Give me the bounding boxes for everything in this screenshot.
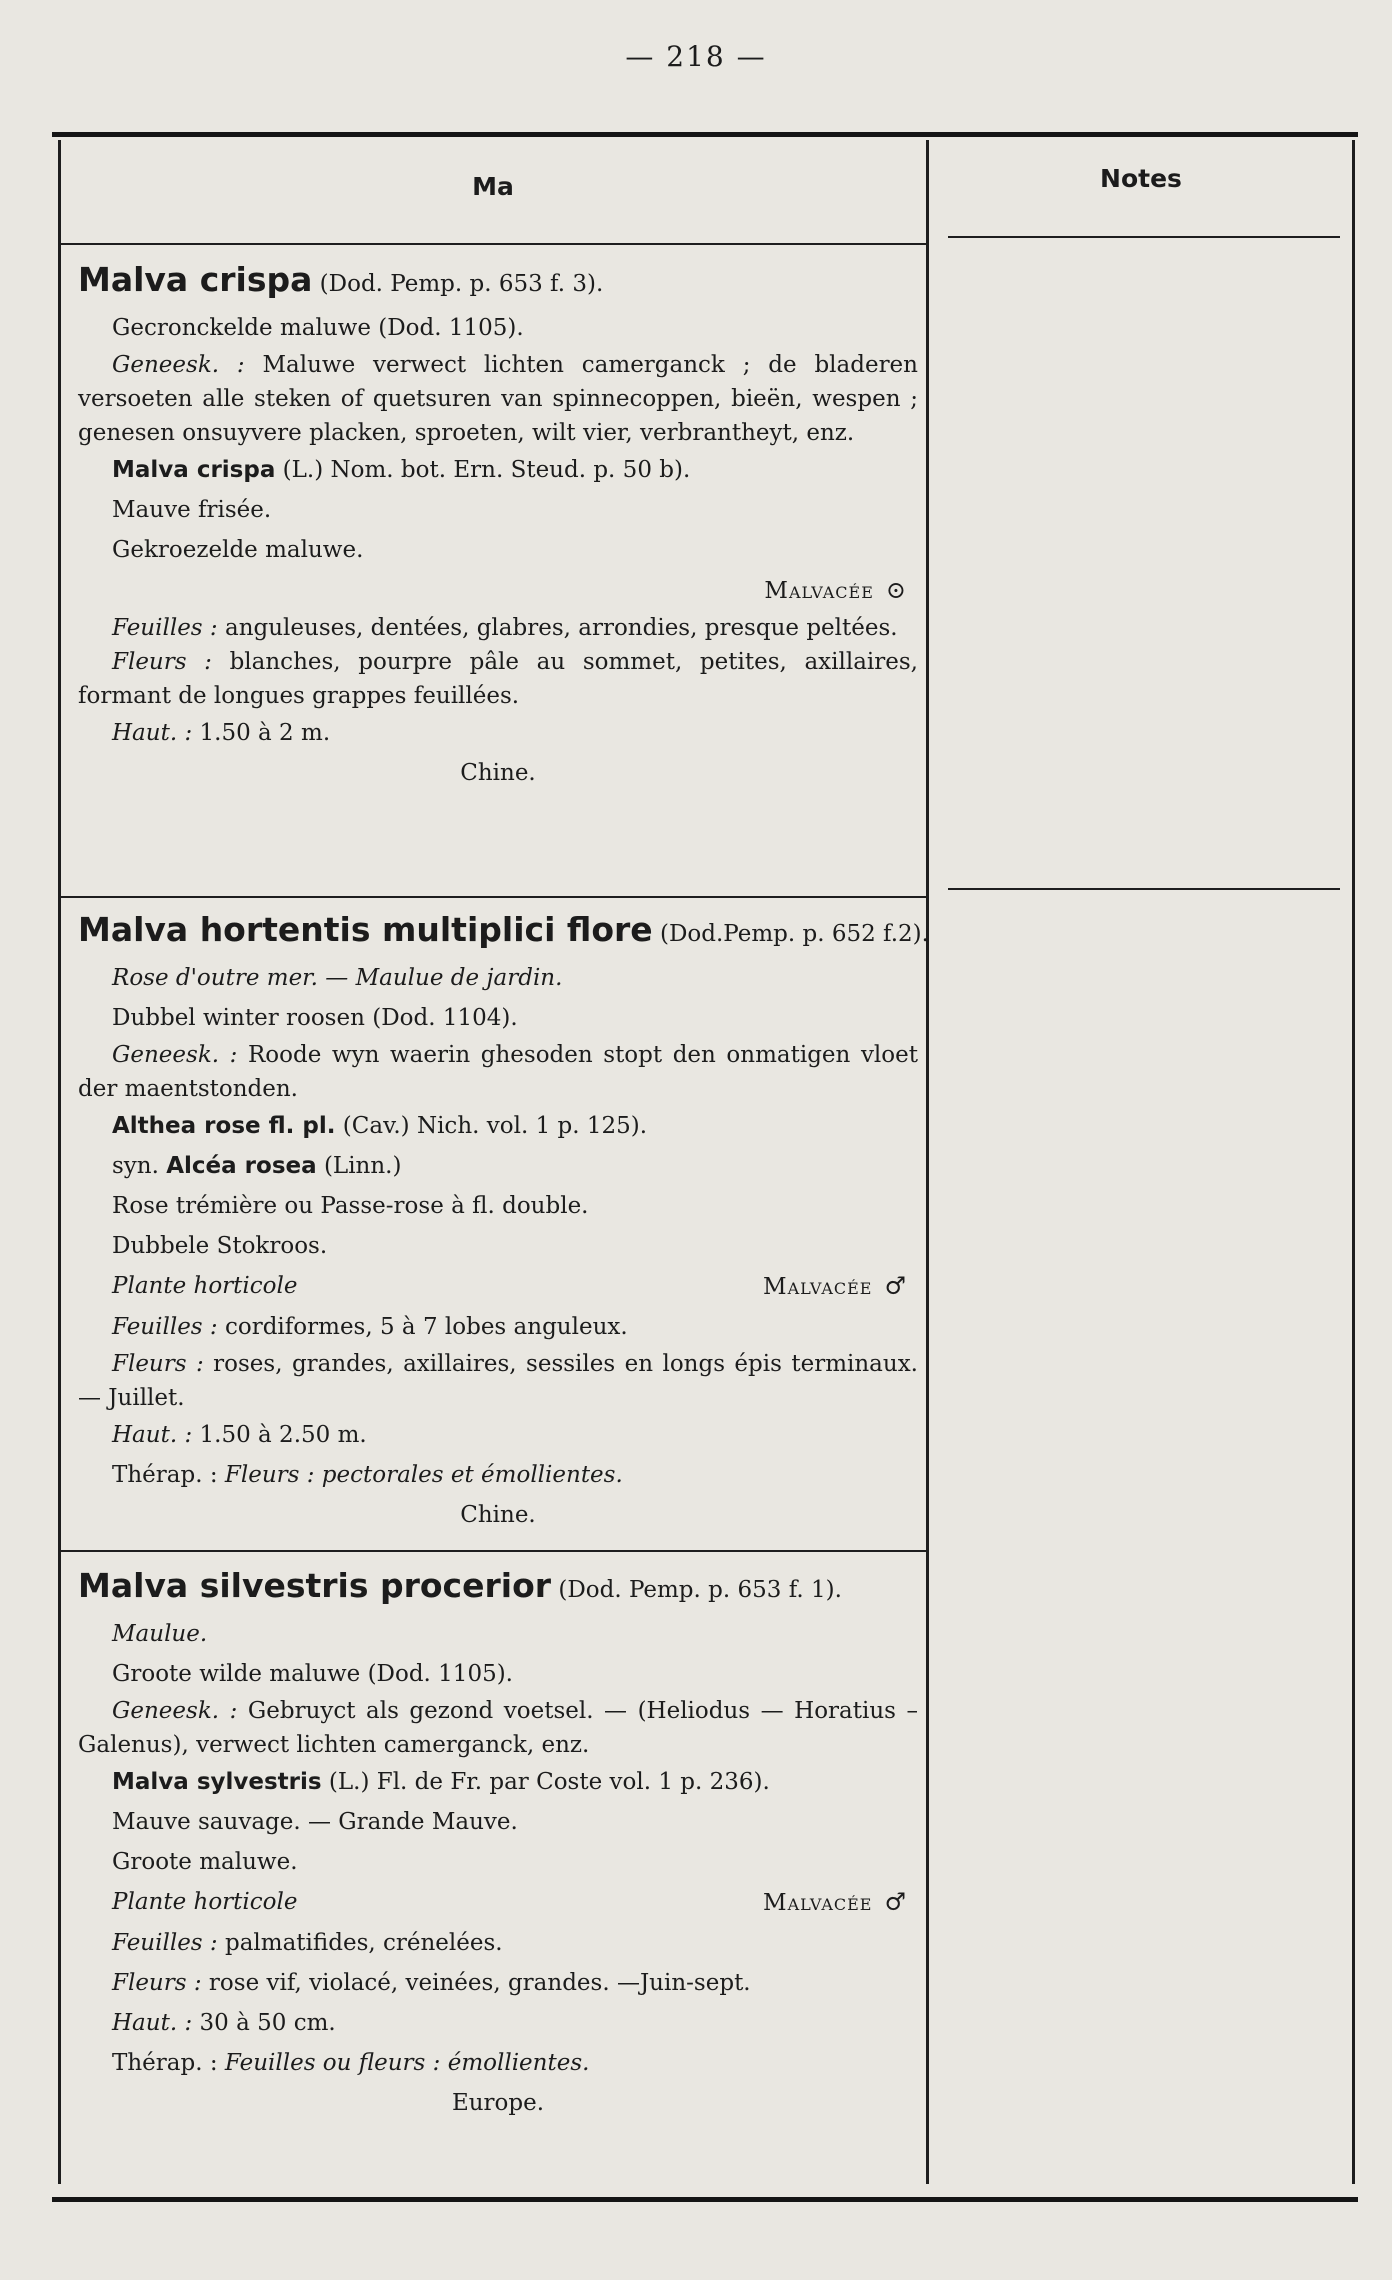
dutch-name: Groote wilde maluwe (Dod. 1105). — [112, 1661, 513, 1687]
header-rule-right — [948, 236, 1340, 238]
geneesk-body: Gebruyct als gezond voetsel. — (Heliodus — Horatius – Galenus), verwect lichten camerganck, enz. — [78, 1698, 918, 1758]
geneesk-text — [78, 1038, 918, 1106]
therap-line — [78, 2043, 918, 2083]
family-line — [78, 570, 918, 611]
geneesk-label: Geneesk. : — [112, 352, 245, 378]
column-divider — [926, 140, 929, 2184]
synonym-name: Malva sylvestris — [112, 1769, 322, 1795]
dutch-name: Gecronckelde maluwe (Dod. 1105). — [112, 315, 524, 341]
family-line — [78, 1882, 918, 1923]
entry-title-ref: (Dod. Pemp. p. 653 f. 3). — [312, 271, 604, 297]
perennial-symbol: ♂ — [884, 1272, 906, 1300]
notes-divider-1 — [948, 888, 1340, 890]
flowers-label: Fleurs : — [112, 1970, 202, 1996]
column-header-notes: Notes — [1100, 164, 1182, 193]
leaves-label: Feuilles : — [112, 1930, 218, 1956]
flowers-text: rose vif, violacé, veinées, grandes. —Juin-sept. — [201, 1970, 751, 1996]
geneesk-body: Maluwe verwect lichten camerganck ; de bladeren versoeten alle steken of quetsuren van spinnecoppen, bieën, wespen ; genesen onsuyvere placken, sproeten, wilt vier, verbrantheyt, enz. — [78, 352, 918, 446]
leaves-text: cordiformes, 5 à 7 lobes anguleux. — [217, 1314, 628, 1340]
annual-symbol: ⊙ — [885, 576, 906, 604]
height-label: Haut. : — [112, 2010, 193, 2036]
leaves-text: palmatifides, crénelées. — [217, 1930, 503, 1956]
entry-malva-hortentis — [78, 906, 929, 1535]
entry-title: Malva silvestris procerior — [78, 1566, 552, 1605]
perennial-symbol: ♂ — [884, 1888, 906, 1916]
flowers-label: Fleurs : — [112, 649, 212, 675]
leaves-line — [78, 1923, 918, 1963]
family-name: Malvacée — [763, 1274, 873, 1300]
height-value: 30 à 50 cm. — [192, 2010, 336, 2036]
therap-text: Fleurs : pectorales et émollientes. — [224, 1462, 623, 1488]
dutch-common-name: Groote maluwe. — [112, 1849, 298, 1875]
header-rule-left — [60, 243, 926, 245]
synonym-ref: (L.) Nom. bot. Ern. Steud. p. 50 b). — [275, 457, 691, 483]
column-header-ma: Ma — [472, 172, 514, 201]
entry-title-ref: (Dod. Pemp. p. 653 f. 1). — [551, 1577, 842, 1603]
geneesk-body: Roode wyn waerin ghesoden stopt den onmatigen vloet der maentstonden. — [78, 1042, 918, 1102]
entry-title: Malva hortentis multiplici flore — [78, 910, 653, 949]
entry-divider-2 — [60, 1550, 926, 1552]
leaves-text: anguleuses, dentées, glabres, arrondies, presque peltées. — [217, 615, 898, 641]
family-line — [78, 1266, 918, 1307]
right-rule — [1352, 140, 1355, 2184]
leaves-label: Feuilles : — [112, 1314, 218, 1340]
leaves-line — [78, 1307, 918, 1347]
therap-label: Thérap. : — [112, 2050, 218, 2076]
therap-text: Feuilles ou fleurs : émollientes. — [224, 2050, 590, 2076]
family-name: Malvacée — [764, 578, 874, 604]
height-line — [78, 2003, 918, 2043]
synonym-line — [78, 450, 918, 490]
synonym-name: Malva crispa — [112, 457, 276, 483]
origin: Chine. — [460, 760, 536, 786]
dutch-name: Dubbel winter roosen (Dod. 1104). — [112, 1005, 518, 1031]
entry-malva-crispa — [78, 256, 918, 793]
flowers-label: Fleurs : — [112, 1351, 204, 1377]
flowers-text: blanches, pourpre pâle au sommet, petites, axillaires, formant de longues grappes feuillées. — [78, 649, 918, 709]
syn-line — [78, 1146, 918, 1186]
height-line — [78, 1415, 918, 1455]
family-name: Malvacée — [763, 1890, 873, 1916]
entry-malva-silvestris — [78, 1562, 918, 2123]
left-rule — [58, 140, 61, 2184]
geneesk-label: Geneesk. : — [112, 1698, 238, 1724]
height-value: 1.50 à 2 m. — [192, 720, 331, 746]
french-name: Rose trémière ou Passe-rose à fl. double. — [112, 1193, 589, 1219]
synonym-line — [78, 1762, 918, 1802]
flowers-line — [78, 1347, 918, 1415]
syn-author: (Linn.) — [316, 1153, 402, 1179]
geneesk-label: Geneesk. : — [112, 1042, 238, 1068]
origin: Chine. — [460, 1502, 536, 1528]
dutch-common-name: Gekroezelde maluwe. — [112, 537, 364, 563]
french-name: Mauve frisée. — [112, 497, 272, 523]
height-value: 1.50 à 2.50 m. — [192, 1422, 367, 1448]
flowers-text: roses, grandes, axillaires, sessiles en longs épis terminaux. — Juillet. — [78, 1351, 918, 1411]
dutch-common-name: Dubbele Stokroos. — [112, 1233, 328, 1259]
height-label: Haut. : — [112, 720, 193, 746]
syn-label: syn. — [112, 1153, 159, 1179]
geneesk-text — [78, 348, 918, 450]
entry-divider-1 — [60, 896, 926, 898]
flowers-line — [78, 1963, 918, 2003]
entry-title-ref: (Dod.Pemp. p. 652 f.2). — [652, 921, 929, 947]
french-name: Mauve sauvage. — Grande Mauve. — [112, 1809, 518, 1835]
synonym-name: Althea rose fl. pl. — [112, 1113, 336, 1139]
plant-type: Plante horticole — [112, 1889, 298, 1915]
leaves-line — [78, 611, 918, 645]
origin: Europe. — [451, 2090, 545, 2116]
leaves-label: Feuilles : — [112, 615, 218, 641]
french-common-names: Rose d'outre mer. — Maulue de jardin. — [112, 965, 563, 991]
page-number: — 218 — — [625, 40, 767, 73]
synonym-ref: (L.) Fl. de Fr. par Coste vol. 1 p. 236). — [321, 1769, 770, 1795]
height-label: Haut. : — [112, 1422, 193, 1448]
entry-title: Malva crispa — [78, 260, 313, 299]
therap-label: Thérap. : — [112, 1462, 218, 1488]
height-line — [78, 713, 918, 753]
synonym-ref: (Cav.) Nich. vol. 1 p. 125). — [335, 1113, 648, 1139]
geneesk-text — [78, 1694, 918, 1762]
flowers-line — [78, 645, 918, 713]
french-common-names: Maulue. — [112, 1621, 208, 1647]
therap-line — [78, 1455, 918, 1495]
synonym-line — [78, 1106, 918, 1146]
syn-name: Alcéa rosea — [166, 1153, 317, 1179]
plant-type: Plante horticole — [112, 1273, 298, 1299]
